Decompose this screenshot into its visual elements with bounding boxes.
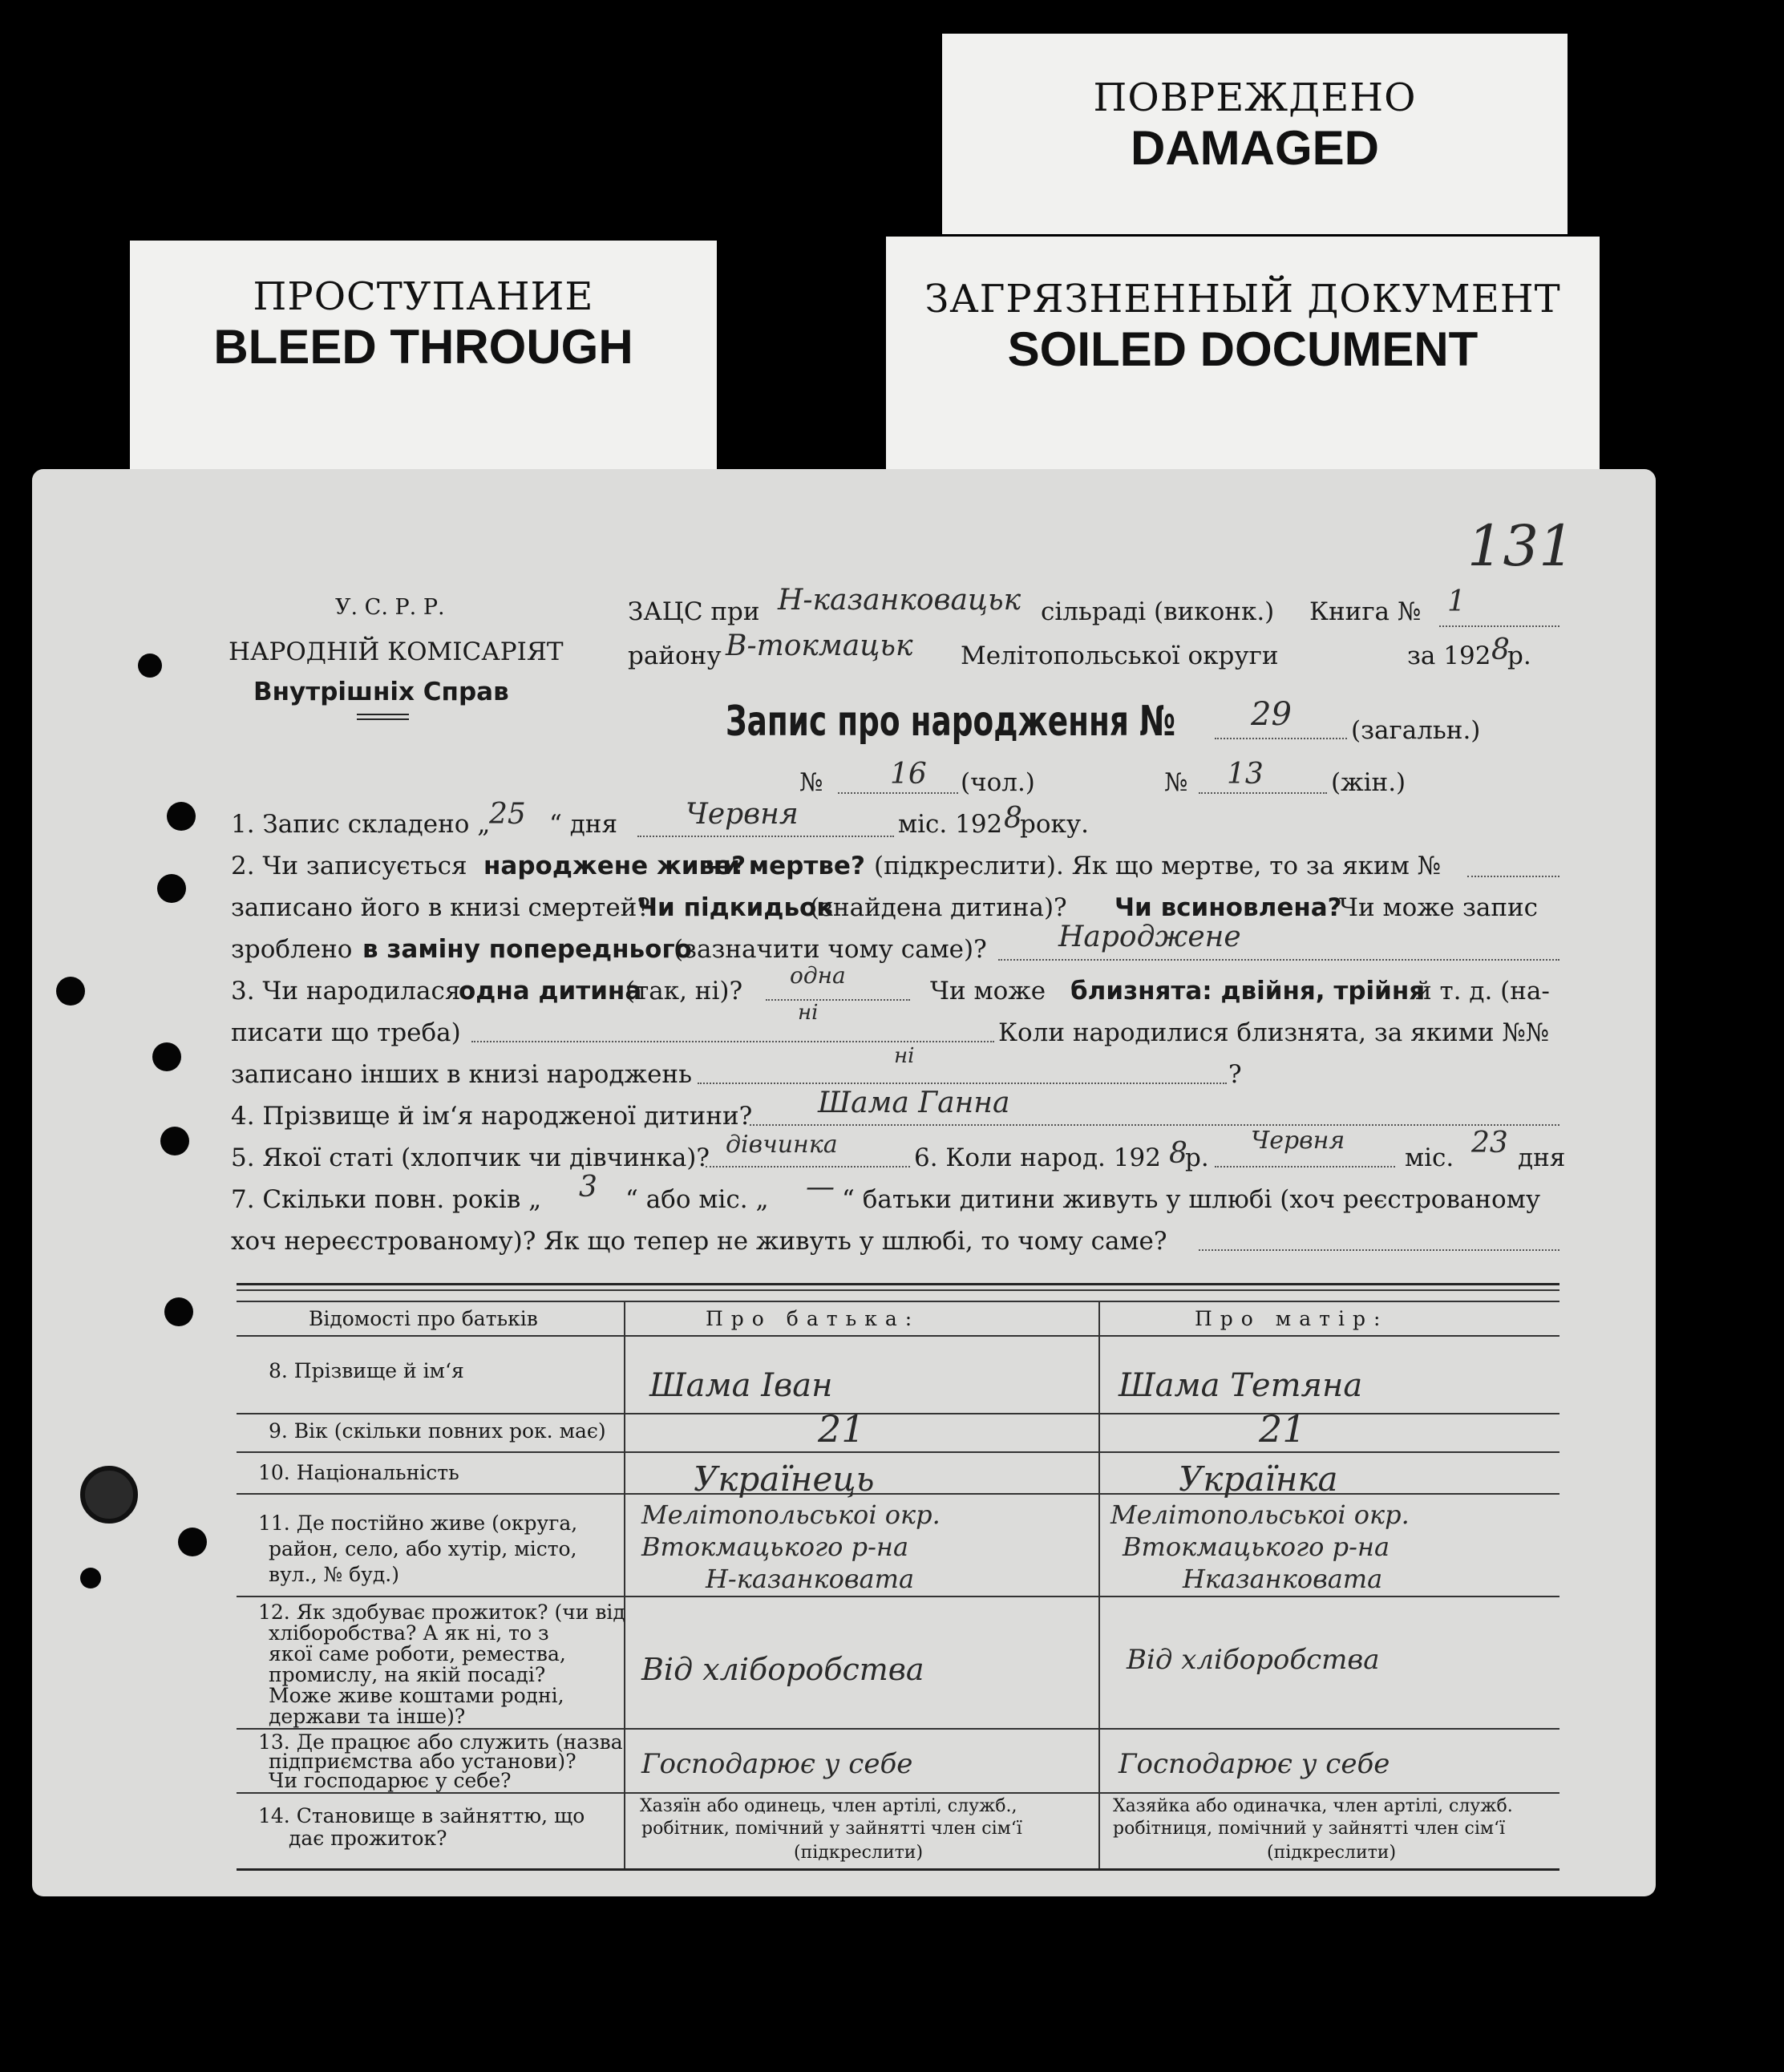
table-header-father: Про батька: — [706, 1307, 920, 1330]
punch-hole — [80, 1466, 138, 1524]
row11-label-3: вул., № буд.) — [269, 1563, 399, 1586]
item3-value-line — [766, 999, 910, 1001]
row10-father: Українець — [694, 1459, 875, 1499]
female-number: 13 — [1227, 758, 1264, 791]
book-underline — [1439, 625, 1559, 627]
item3-line3-fill — [698, 1083, 1227, 1084]
damaged-label — [942, 34, 1568, 234]
item6-month: Червня — [1251, 1127, 1345, 1155]
item6-month-label: міс. — [1405, 1143, 1454, 1172]
table-top-rule — [237, 1289, 1559, 1291]
table-row-divider — [237, 1493, 1559, 1495]
item2-line2d: Чи всиновлена? — [1114, 893, 1342, 922]
table-header-parents: Відомості про батьків — [309, 1307, 538, 1330]
item6-day: 23 — [1471, 1127, 1508, 1159]
general-number-line — [1215, 738, 1347, 739]
zags-suffix: сільраді (виконк.) — [1041, 597, 1275, 626]
item1-month: Червня — [686, 798, 799, 831]
table-header-bottom — [237, 1335, 1559, 1337]
district-label: району — [628, 641, 722, 670]
row9-father: 21 — [818, 1407, 865, 1451]
row11-mother-2: Втокмацького р-на — [1123, 1532, 1390, 1562]
row12-label-3: якої саме роботи, ремества, — [269, 1642, 566, 1665]
row12-mother: Від хліборобства — [1127, 1644, 1380, 1676]
row14-mother-2: робітниця, помічний у зайнятті член сім‘ї — [1113, 1819, 1506, 1839]
item6-month-line — [1215, 1166, 1395, 1168]
row12-label-6: держави та інше)? — [269, 1705, 466, 1728]
item1-year: 8 — [1004, 802, 1022, 835]
item2-line1c: чи мертве? — [706, 852, 865, 880]
male-number-line — [838, 792, 958, 794]
item2-value: Народжене — [1058, 921, 1241, 953]
item3-line2b: Коли народилися близнята, за якими №№ — [998, 1018, 1550, 1047]
zags-value: Н-казанковацьк — [778, 584, 1021, 617]
damaged-label-ru: ПОВРЕЖДЕНО — [1093, 75, 1417, 120]
item1-year-label: міс. 192 — [898, 810, 1003, 839]
row9-label: 9. Вік (скільки повних рок. має) — [269, 1419, 606, 1443]
row14-mother-3: (підкреслити) — [1267, 1843, 1397, 1863]
row13-label-2: підприємства або установи)? — [269, 1750, 576, 1773]
item1-year-suffix: року. — [1020, 810, 1089, 839]
item1-label: 1. Запис складено „ — [231, 810, 491, 839]
row14-label-2: дає прожиток? — [289, 1827, 447, 1850]
row8-mother: Шама Тетяна — [1119, 1367, 1363, 1404]
item2-line3a: зроблено — [231, 935, 353, 964]
table-header-rule — [237, 1301, 1559, 1302]
table-col-divider — [1098, 1301, 1100, 1868]
archive-number: 131 — [1467, 513, 1575, 579]
item3-line2a: писати що треба) — [231, 1018, 461, 1047]
item7-line1b: “ або міс. „ — [625, 1185, 769, 1214]
punch-hole — [56, 977, 85, 1006]
soiled-label-en: SOILED DOCUMENT — [1007, 322, 1479, 376]
punch-hole — [160, 1127, 189, 1155]
item2-line3-fill — [998, 959, 1559, 961]
table-row-divider — [237, 1413, 1559, 1414]
row11-father-1: Мелітопольськоі окр. — [641, 1499, 941, 1530]
item2-line2c: (знайдена дитина)? — [810, 893, 1067, 922]
table-row-divider — [237, 1792, 1559, 1794]
book-value: 1 — [1447, 585, 1466, 618]
item1-day-label: “ дня — [549, 810, 618, 839]
row14-label-1: 14. Становище в зайняттю, що — [258, 1804, 585, 1827]
soiled-label-ru: ЗАГРЯЗНЕННЫЙ ДОКУМЕНТ — [924, 277, 1561, 322]
item2-line3c: (зазначити чому саме)? — [674, 935, 987, 964]
row8-label: 8. Прізвище й ім‘я — [269, 1359, 464, 1382]
row11-label-2: район, село, або хутір, місто, — [269, 1537, 577, 1560]
row11-mother-3: Нказанковата — [1183, 1564, 1383, 1594]
item2-line1b: народжене живе? — [483, 852, 746, 880]
row11-father-3: Н-казанковата — [706, 1564, 915, 1594]
bleed-through-label — [130, 241, 717, 473]
book-label: Книга № — [1309, 597, 1422, 626]
table-row-divider — [237, 1728, 1559, 1730]
commissariat-title: НАРОДНІЙ КОМІСАРІЯТ — [229, 637, 564, 666]
row12-father: Від хліборобства — [641, 1652, 924, 1687]
item3-line1a: 3. Чи народилася — [231, 977, 461, 1006]
row8-father: Шама Іван — [649, 1367, 833, 1404]
punch-hole — [167, 802, 196, 831]
item2-line1a: 2. Чи записується — [231, 852, 467, 880]
male-no-sign: № — [799, 768, 823, 797]
item3-line3-value: ні — [894, 1044, 915, 1068]
item7-line1a: 7. Скільки повн. років „ — [231, 1185, 542, 1214]
item7-line1c: “ батьки дитини живуть у шлюбі (хоч реєстрованому — [842, 1185, 1541, 1214]
row12-label-2: хліборобства? А як ні, то з — [269, 1621, 549, 1645]
item4-fill — [750, 1124, 1559, 1126]
row14-mother-1: Хазяйка або одиначка, член артілі, служб. — [1113, 1796, 1513, 1816]
item5-label: 5. Якої статі (хлопчик чи дівчинка)? — [231, 1143, 710, 1172]
table-header-mother: Про матір: — [1195, 1307, 1389, 1330]
item1-day: 25 — [489, 798, 526, 831]
item3-line2-value: ні — [798, 1001, 819, 1025]
row13-mother: Господарює у себе — [1119, 1748, 1390, 1780]
header-underline — [357, 718, 409, 720]
item2-line2b: Чи підкидьок — [637, 893, 834, 922]
female-label: (жін.) — [1331, 768, 1406, 797]
row14-father-2: робітник, помічний у зайнятті член сім‘ї — [641, 1819, 1022, 1839]
item5-value: дівчинка — [726, 1131, 838, 1159]
item6-year: 8 — [1169, 1137, 1187, 1170]
item2-line2a: записано його в книзі смертей? — [231, 893, 650, 922]
item1-month-line — [637, 836, 894, 837]
item7-line2: хоч нереєстрованому)? Як що тепер не живуть у шлюбі, то чому саме? — [231, 1227, 1167, 1256]
row10-mother: Українка — [1179, 1459, 1338, 1499]
row13-label-1: 13. Де працює або служить (назва — [258, 1730, 623, 1754]
item6-day-label: дня — [1518, 1143, 1566, 1172]
year-label: за 192 — [1407, 641, 1491, 670]
female-no-sign: № — [1164, 768, 1188, 797]
bleed-label-ru: ПРОСТУПАНИЕ — [253, 274, 594, 319]
row12-label-1: 12. Як здобуває прожиток? (чи від — [258, 1601, 625, 1624]
item7-months: — — [806, 1171, 835, 1204]
row10-label: 10. Національність — [258, 1461, 459, 1484]
bleed-label-en: BLEED THROUGH — [213, 320, 633, 374]
table-row-divider — [237, 1451, 1559, 1453]
item3-line2-fill — [471, 1041, 994, 1042]
ministry-title: Внутрішніх Справ — [253, 678, 509, 706]
male-label: (чол.) — [961, 768, 1035, 797]
punch-hole — [164, 1297, 193, 1326]
row14-father-3: (підкреслити) — [794, 1843, 924, 1863]
general-number: 29 — [1251, 696, 1292, 733]
item2-line2e: Чи може запис — [1339, 893, 1539, 922]
row9-mother: 21 — [1259, 1407, 1306, 1451]
item6-label: 6. Коли народ. 192 — [914, 1143, 1161, 1172]
punch-hole — [178, 1528, 207, 1556]
ussr-abbrev: У. С. Р. Р. — [335, 595, 445, 620]
item2-line3b: в заміну попереднього — [362, 935, 692, 964]
row13-father: Господарює у себе — [641, 1748, 913, 1780]
okrug-label: Мелітопольської округи — [961, 641, 1279, 670]
item4-value: Шама Ганна — [818, 1087, 1010, 1119]
punch-hole — [138, 654, 162, 678]
table-row-divider — [237, 1596, 1559, 1597]
row11-label-1: 11. Де постійно живе (округа, — [258, 1512, 578, 1535]
item5-fill — [706, 1166, 910, 1168]
item3-line1e: близнята: двійня, трійня — [1070, 977, 1426, 1006]
item2-line1d: (підкреслити). Як що мертве, то за яким № — [874, 852, 1442, 880]
item2-line1-fill — [1467, 876, 1559, 877]
item3-line1f: й т. д. (на- — [1415, 977, 1550, 1006]
item7-fill — [1199, 1249, 1559, 1251]
year-value: 8 — [1491, 633, 1510, 666]
table-bottom-rule — [237, 1868, 1559, 1871]
row13-label-3: Чи господарює у себе? — [269, 1769, 512, 1792]
table-top-rule — [237, 1283, 1559, 1285]
item6-year-suffix: р. — [1185, 1143, 1209, 1172]
district-value: В-токмацьк — [726, 629, 913, 662]
general-label: (загальн.) — [1351, 716, 1481, 745]
row12-label-5: Може живе коштами родні, — [269, 1684, 564, 1707]
item3-line3a: записано інших в книзі народжень — [231, 1060, 692, 1089]
record-title: Запис про народження № — [726, 698, 1176, 746]
item3-line1c: (так, ні)? — [625, 977, 743, 1006]
item4-label: 4. Прізвище й ім‘я народженої дитини? — [231, 1102, 753, 1131]
damaged-label-en: DAMAGED — [1131, 121, 1379, 175]
punch-hole — [157, 874, 186, 903]
item7-years: 3 — [579, 1171, 597, 1204]
row12-label-4: промислу, на якій посаді? — [269, 1663, 546, 1686]
item3-value: одна — [790, 962, 846, 989]
punch-hole — [80, 1568, 101, 1588]
zags-label: ЗАЦС при — [628, 597, 760, 626]
item3-line1b: одна дитина — [459, 977, 642, 1006]
female-number-line — [1199, 792, 1327, 794]
header-underline — [357, 714, 409, 715]
male-number: 16 — [890, 758, 927, 791]
year-suffix: р. — [1507, 641, 1531, 670]
item3-line1d: Чи може — [930, 977, 1046, 1006]
item3-line3b: ? — [1228, 1060, 1242, 1089]
row11-father-2: Втокмацького р-на — [641, 1532, 909, 1562]
punch-hole — [152, 1042, 181, 1071]
table-col-divider — [624, 1301, 625, 1868]
soiled-document-label — [886, 237, 1600, 469]
row11-mother-1: Мелітопольськоі окр. — [1110, 1499, 1410, 1530]
row14-father-1: Хазяїн або одинець, член артілі, служб., — [640, 1796, 1017, 1816]
